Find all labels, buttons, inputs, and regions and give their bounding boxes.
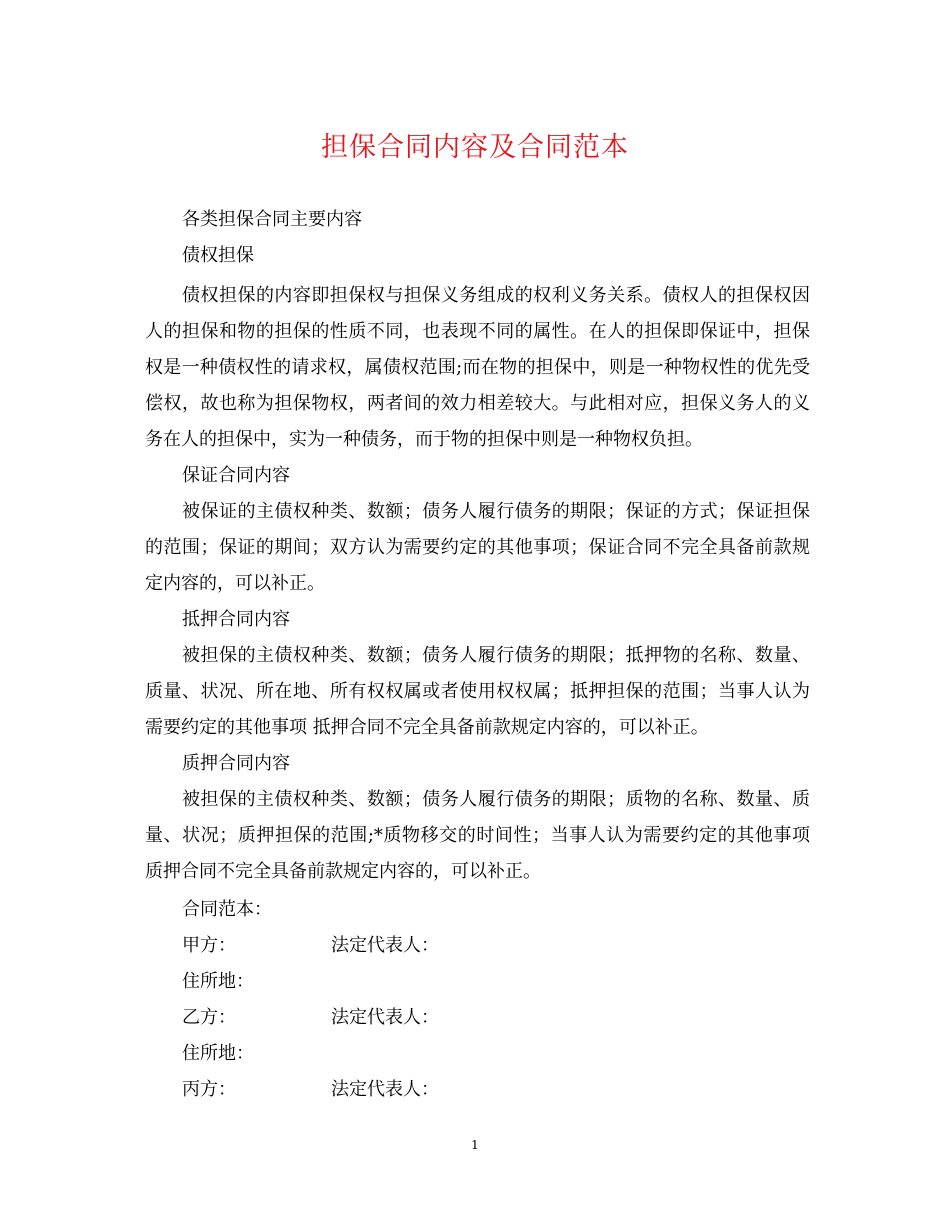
paragraph-mortgage-contract: 被担保的主债权种类、数额；债务人履行债务的期限；抵押物的名称、数量、质量、状况、所在地、所有权权属或者使用权权属；抵押担保的范围；当事人认为需要约定的其他事项 抵押合同不完全具备前款规定内容的，可以补正。 <box>145 645 810 738</box>
party-b-representative-label: 法定代表人： <box>331 1007 439 1028</box>
party-a-representative-label: 法定代表人： <box>331 935 439 956</box>
section-heading-contract-template: 合同范本： <box>182 899 272 920</box>
paragraph-creditor-guarantee: 债权担保的内容即担保权与担保义务组成的权利义务关系。债权人的担保权因人的担保和物的担保的性质不同，也表现不同的属性。在人的担保即保证中，担保权是一种债权性的请求权，属债权范围;而在物的担保中，则是一种物权性的优先受偿权，故也称为担保物权，两者间的效力相差较大。与此相对应，担保义务人的义务在人的担保中，实为一种债务，而于物的担保中则是一种物权负担。 <box>145 285 810 450</box>
document-title: 担保合同内容及合同范本 <box>321 132 629 163</box>
section-heading-pledge-contract: 质押合同内容 <box>182 753 290 774</box>
section-heading-mortgage-contract: 抵押合同内容 <box>182 609 290 630</box>
section-heading-main-contents: 各类担保合同主要内容 <box>182 209 362 230</box>
party-a-address-label: 住所地： <box>182 971 254 992</box>
section-heading-guarantee-contract: 保证合同内容 <box>182 465 290 486</box>
section-heading-creditor-guarantee: 债权担保 <box>182 245 254 266</box>
party-c-label: 丙方： <box>182 1079 236 1100</box>
paragraph-guarantee-contract: 被保证的主债权种类、数额；债务人履行债务的期限；保证的方式；保证担保的范围；保证的期间；双方认为需要约定的其他事项；保证合同不完全具备前款规定内容的，可以补正。 <box>145 501 810 594</box>
party-a-label: 甲方： <box>182 935 236 956</box>
page-number: 1 <box>471 1138 479 1152</box>
party-c-representative-label: 法定代表人： <box>331 1079 439 1100</box>
party-b-label: 乙方： <box>182 1007 236 1028</box>
paragraph-pledge-contract: 被担保的主债权种类、数额；债务人履行债务的期限；质物的名称、数量、质量、状况；质押担保的范围;*质物移交的时间性；当事人认为需要约定的其他事项 质押合同不完全具备前款规定内容的，可以补正。 <box>145 789 810 882</box>
party-b-address-label: 住所地： <box>182 1043 254 1064</box>
